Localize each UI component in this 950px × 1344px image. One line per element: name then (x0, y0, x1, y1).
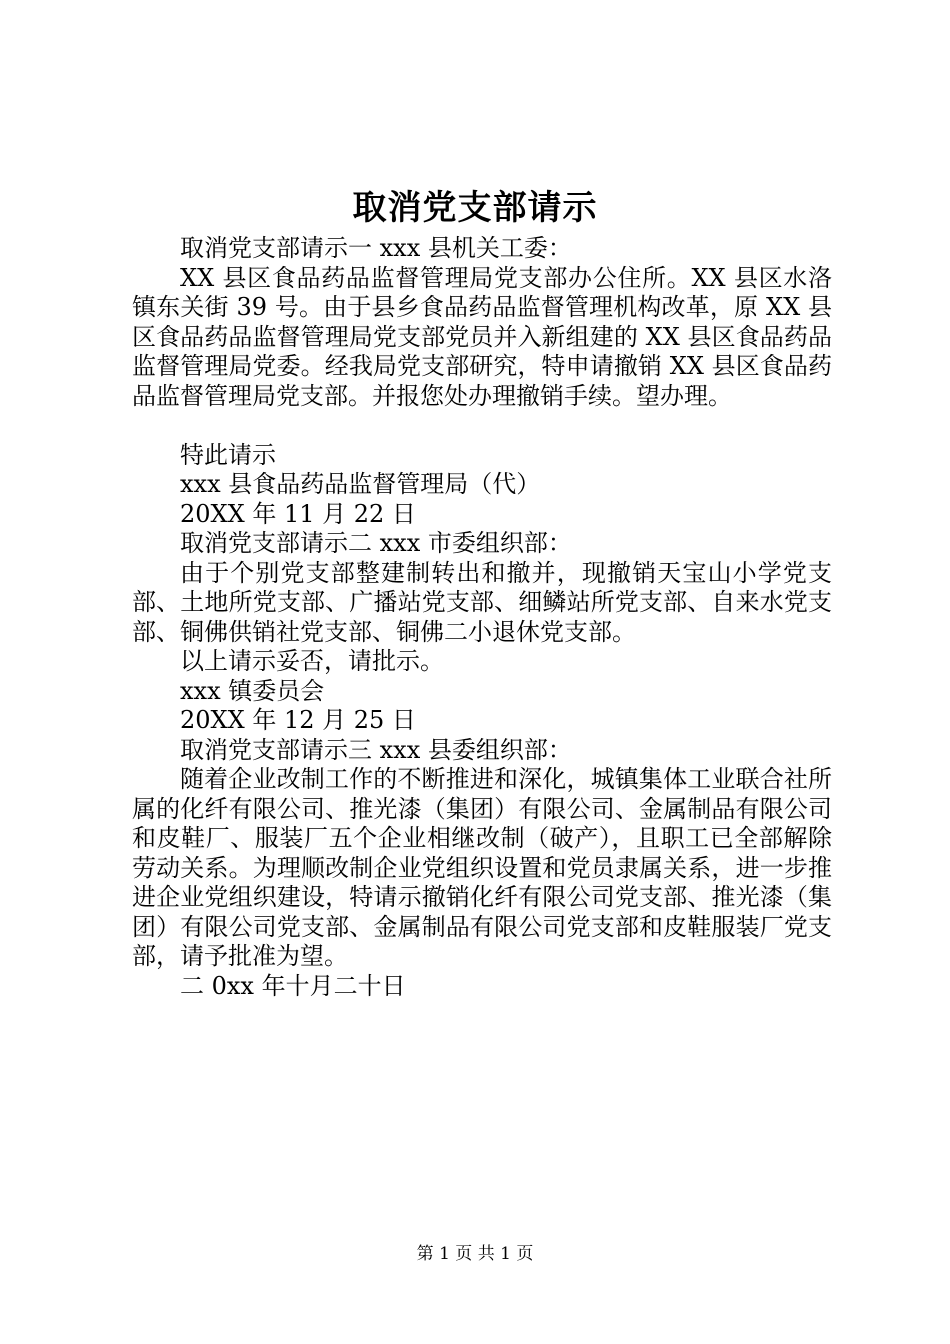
paragraph-request-3-date: 二 0xx 年十月二十日 (180, 971, 406, 1000)
paragraph-request-1-date: 20XX 年 11 月 22 日 (180, 499, 416, 528)
document-body (132, 234, 832, 1001)
paragraph-request-1-heading: 取消党支部请示一 xxx 县机关工委： (180, 234, 572, 262)
paragraph-request-2-heading: 取消党支部请示二 xxx 市委组织部： (180, 529, 572, 557)
blank-line (132, 411, 832, 441)
paragraph-request-2-signatory: xxx 镇委员会 (180, 676, 325, 705)
paragraph-request-1-content: XX 县区食品药品监督管理局党支部办公住所。XX 县区水洛镇东关街 39 号。由于县乡食品药品监督管理机构改革，原 XX 县区食品药品监督管理局党支部党员并入新组建的 XX 县区食品药品监督管理局党委。经我局党支部研究，特申请撤销 XX 县区食品药品监督管理局党支部。并报您处办理撤销手续。望办理。 (132, 263, 832, 410)
paragraph-request-1-signatory: xxx 县食品药品监督管理局（代） (180, 470, 541, 498)
paragraph-request-2-date: 20XX 年 12 月 25 日 (180, 706, 416, 734)
page-footer: 第 1 页 共 1 页 (416, 1244, 534, 1264)
paragraph-request-2-content: 由于个别党支部整建制转出和撤并，现撤销天宝山小学党支部、土地所党支部、广播站党支部、细鳞站所党支部、自来水党支部、铜佛供销社党支部、铜佛二小退休党支部。 (132, 558, 832, 646)
document-title: 取消党支部请示 (352, 188, 598, 228)
paragraph-request-1-closing: 特此请示 (180, 440, 276, 469)
paragraph-request-3-heading: 取消党支部请示三 xxx 县委组织部： (180, 735, 572, 764)
paragraph-request-2-closing: 以上请示妥否，请批示。 (180, 647, 444, 675)
paragraph-request-3-content: 随着企业改制工作的不断推进和深化，城镇集体工业联合社所属的化纤有限公司、推光漆（集团）有限公司、金属制品有限公司和皮鞋厂、服装厂五个企业相继改制（破产），且职工已全部解除劳动关系。为理顺改制企业党组织设置和党员隶属关系，进一步推进企业党组织建设，特请示撤销化纤有限公司党支部、推光漆（集团）有限公司党支部、金属制品有限公司党支部和皮鞋服装厂党支部，请予批准为望。 (132, 765, 832, 970)
